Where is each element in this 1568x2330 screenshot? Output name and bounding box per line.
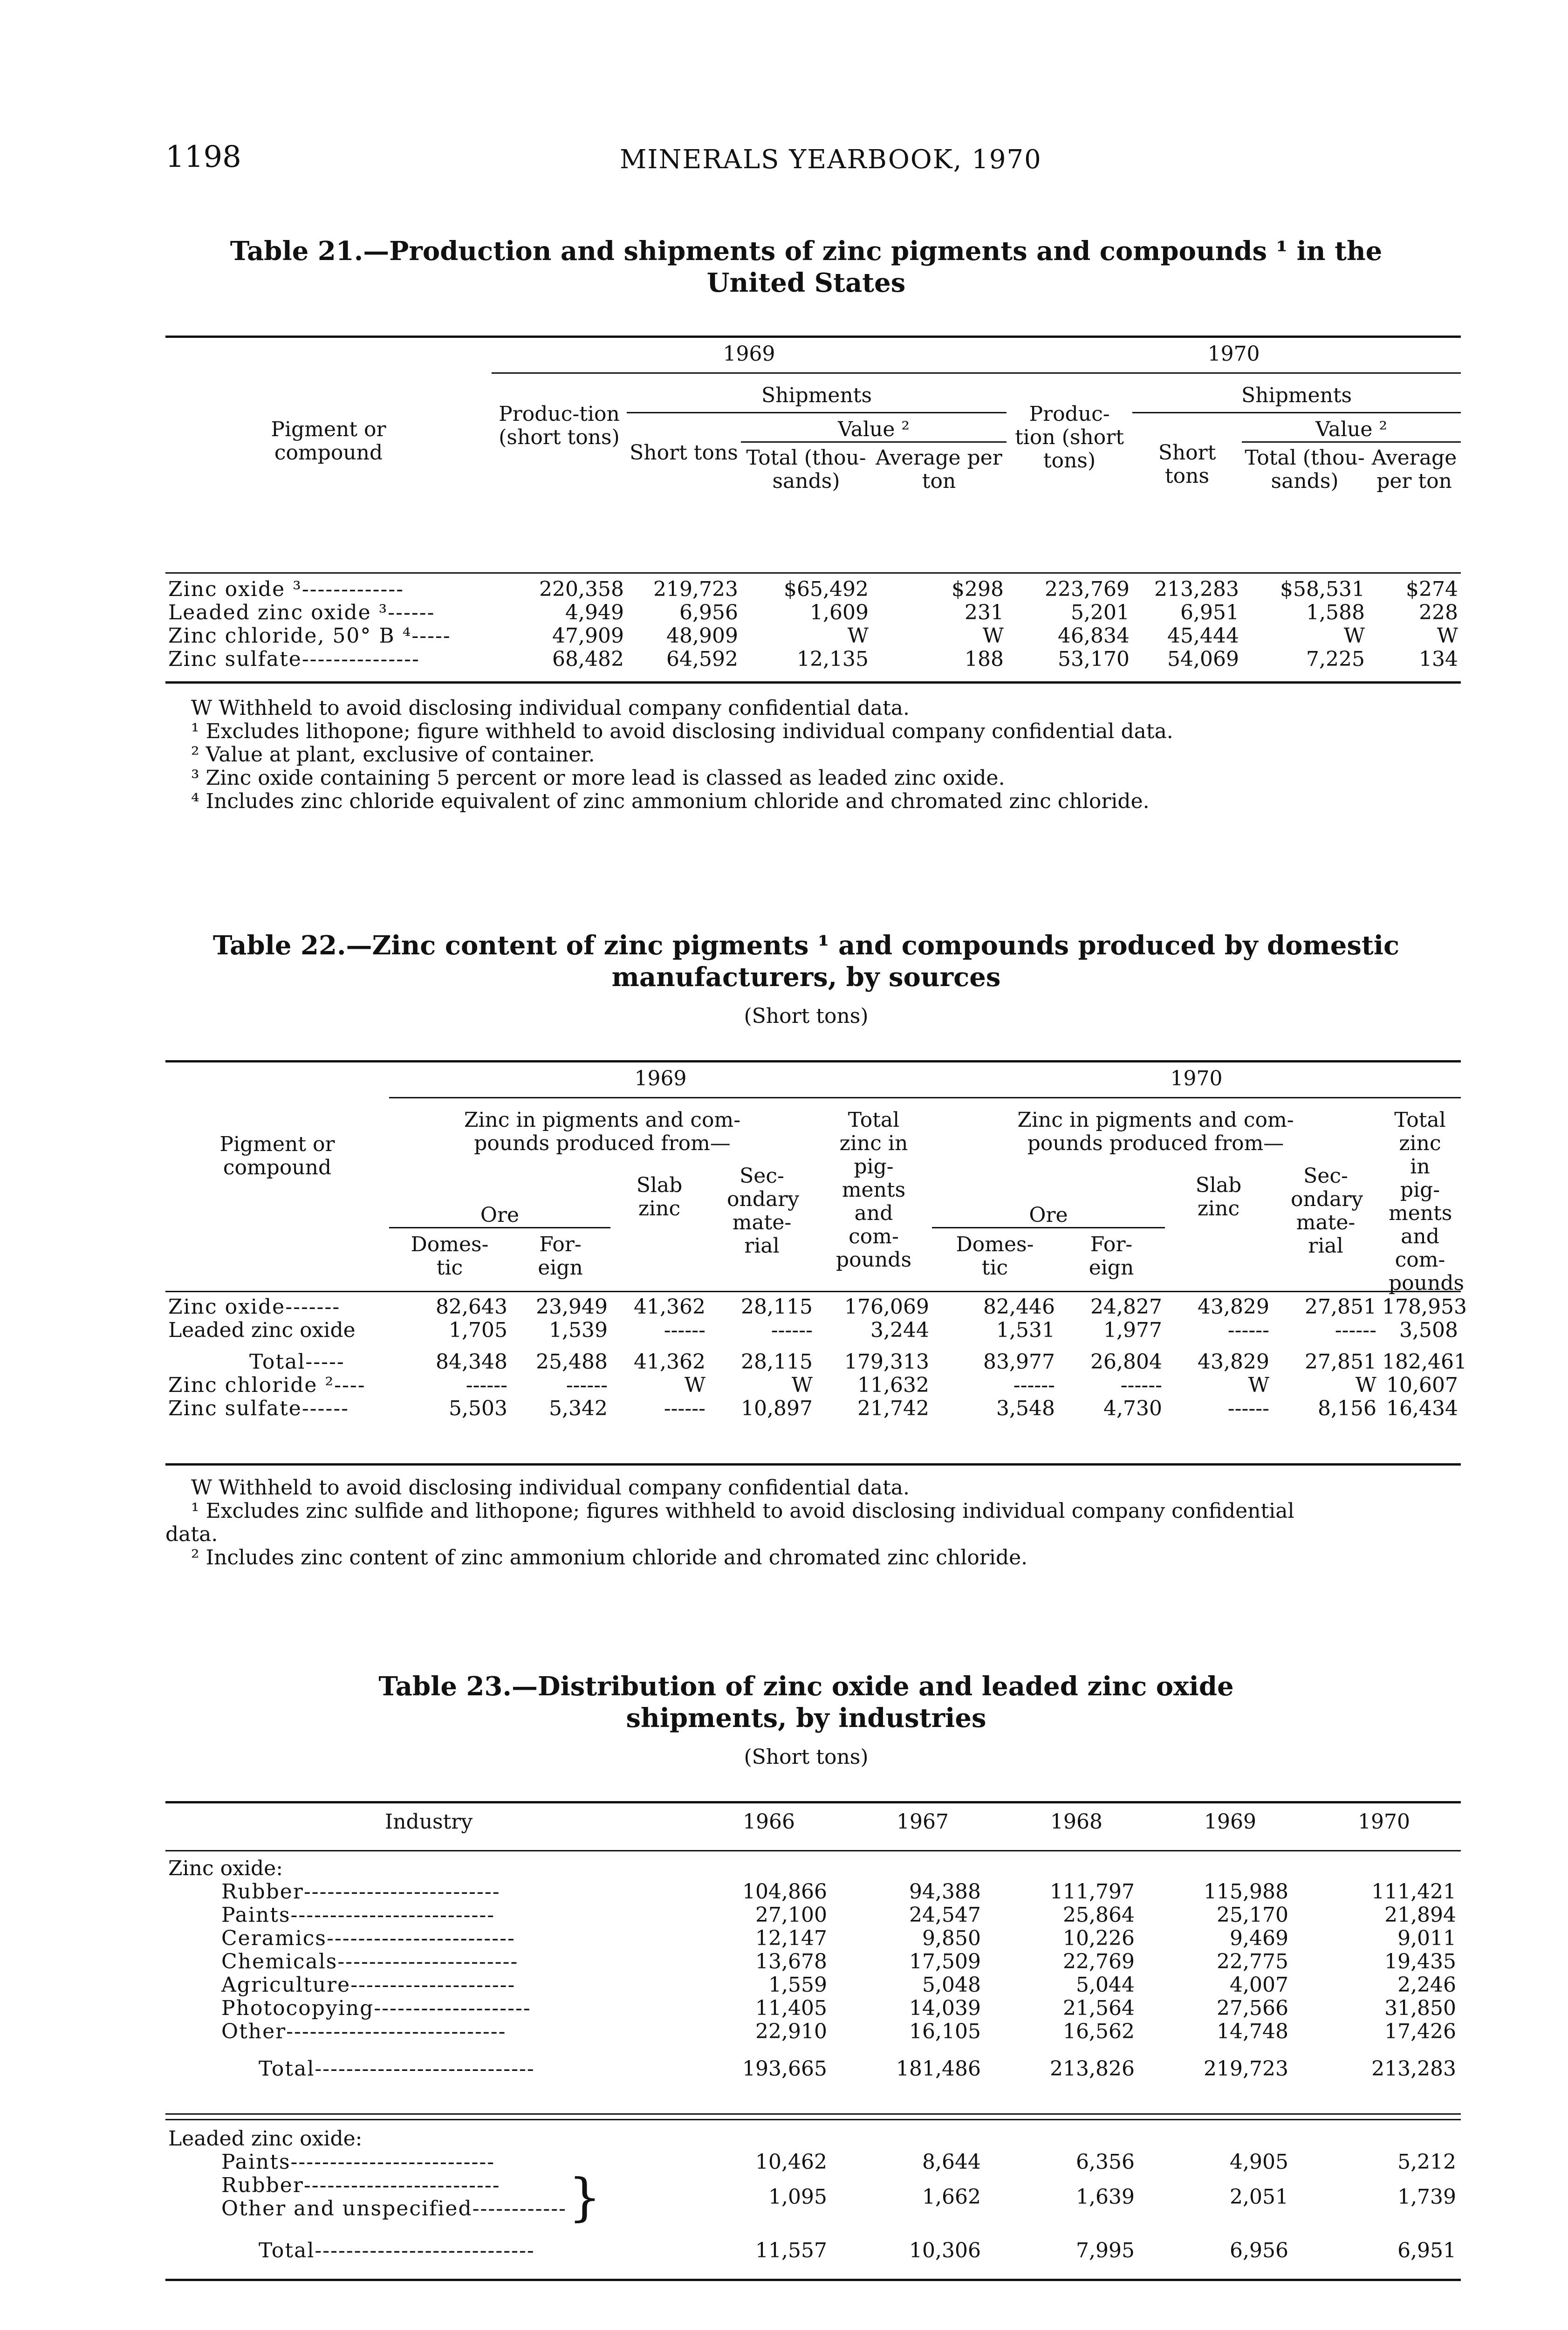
cell: 43,829 <box>1198 1350 1269 1374</box>
cell: W <box>982 624 1004 648</box>
footnote: ³ Zinc oxide containing 5 percent or more lead is classed as leaded zinc oxide. <box>191 766 1005 790</box>
cell: 1,609 <box>810 601 869 624</box>
cell: 4,730 <box>1103 1397 1162 1420</box>
cell: 10,462 <box>755 2150 827 2174</box>
footnote: data. <box>165 1522 218 1546</box>
table23-double-rule-b <box>165 2119 1461 2120</box>
row-label: Zinc sulfate--------------- <box>168 647 420 671</box>
row-label: Paints-------------------------- <box>221 1903 495 1927</box>
cell: $298 <box>952 577 1004 601</box>
cell: 21,742 <box>857 1397 929 1420</box>
cell: 1,095 <box>768 2185 827 2209</box>
cell: 82,446 <box>983 1295 1055 1319</box>
table21-col-total-1969: Total (thou-sands) <box>746 446 866 493</box>
cell: 111,797 <box>1050 1880 1135 1904</box>
table22-col-domestic-1970: Domes-tic <box>956 1233 1034 1280</box>
cell: 8,156 <box>1318 1397 1376 1420</box>
table-row <box>165 1950 1461 1974</box>
table22-col-foreign-1970: For-eign <box>1089 1233 1134 1280</box>
cell: 219,723 <box>653 577 738 601</box>
cell: 6,951 <box>1397 2239 1457 2262</box>
cell: 11,405 <box>755 1996 827 2020</box>
cell: 4,905 <box>1230 2150 1288 2174</box>
footnote: W Withheld to avoid disclosing individual company confidential data. <box>191 696 910 720</box>
table21-col-pigment: Pigment or compound <box>271 418 386 465</box>
cell: 16,434 <box>1386 1397 1458 1420</box>
table21-year-1969: 1969 <box>492 343 1007 373</box>
table21-col-production-1969: Produc-tion (short tons) <box>499 402 620 449</box>
cell: 48,909 <box>666 624 738 648</box>
row-label: Rubber------------------------- <box>221 1880 500 1904</box>
cell: ------ <box>466 1373 507 1397</box>
cell: 83,977 <box>983 1350 1055 1374</box>
cell: 228 <box>1419 601 1458 624</box>
cell: 41,362 <box>634 1350 705 1374</box>
cell: ------ <box>1013 1373 1055 1397</box>
table22-col-group-1969: Zinc in pigments and com-pounds produced from— <box>464 1108 741 1155</box>
row-label: Zinc oxide ³------------- <box>168 577 404 601</box>
cell: 219,723 <box>1204 2057 1288 2081</box>
cell: 104,866 <box>742 1880 827 1904</box>
cell: 115,988 <box>1204 1880 1288 1904</box>
section-label: Zinc oxide: <box>168 1857 283 1880</box>
footnote: ⁴ Includes zinc chloride equivalent of zinc ammonium chloride and chromated zinc chloride. <box>191 789 1150 813</box>
table23-title-line1: Table 23.—Distribution of zinc oxide and leaded zinc oxide <box>378 1671 1234 1702</box>
table22-title <box>177 930 1435 993</box>
table21-body <box>165 578 1461 671</box>
table-row <box>165 1295 1461 1319</box>
cell: 231 <box>965 601 1004 624</box>
table21-year-1970: 1970 <box>1007 343 1461 373</box>
section-label: Leaded zinc oxide: <box>168 2127 363 2151</box>
cell: 25,864 <box>1063 1903 1135 1927</box>
table21-bottom-rule <box>165 681 1461 684</box>
table21-title <box>177 235 1435 299</box>
cell: 26,804 <box>1090 1350 1162 1374</box>
cell: 43,829 <box>1198 1295 1269 1319</box>
row-label: Photocopying-------------------- <box>221 1996 531 2020</box>
table22-col-secondary-1969: Sec-ondary mate-rial <box>727 1164 800 1258</box>
table22-head-rule <box>165 1291 1461 1292</box>
footnote: W Withheld to avoid disclosing individual company confidential data. <box>191 1476 910 1500</box>
cell: 1,531 <box>996 1318 1055 1342</box>
table21-title-line1: Table 21.—Production and shipments of zinc pigments and compounds ¹ in the <box>230 236 1383 267</box>
cell: 82,643 <box>436 1295 507 1319</box>
table-row <box>165 1997 1461 2020</box>
row-label: Zinc oxide------- <box>168 1295 341 1319</box>
cell: 1,539 <box>549 1318 608 1342</box>
cell: $274 <box>1406 577 1458 601</box>
cell: 28,115 <box>741 1350 813 1374</box>
cell: 5,212 <box>1397 2150 1457 2174</box>
cell: 23,949 <box>536 1295 608 1319</box>
cell: 9,469 <box>1230 1926 1288 1950</box>
cell: 22,910 <box>755 2020 827 2043</box>
cell: 10,607 <box>1386 1373 1458 1397</box>
cell: 24,827 <box>1090 1295 1162 1319</box>
cell: 5,044 <box>1076 1973 1135 1997</box>
row-label: Leaded zinc oxide <box>168 1318 356 1342</box>
cell: 3,548 <box>996 1397 1055 1420</box>
cell: ------ <box>1227 1318 1269 1342</box>
table23-top-rule <box>165 1801 1461 1803</box>
cell: 27,851 <box>1305 1295 1376 1319</box>
cell: 13,678 <box>755 1950 827 1974</box>
cell: 9,011 <box>1397 1926 1457 1950</box>
cell: 213,826 <box>1050 2057 1135 2081</box>
leaded-rubber-label: Rubber <box>221 2173 304 2197</box>
cell: 68,482 <box>552 647 624 671</box>
cell: 1,559 <box>768 1973 827 1997</box>
table21-col-short-tons-1970: Short tons <box>1158 441 1216 488</box>
cell: ------ <box>1120 1373 1162 1397</box>
row-label: Zinc sulfate------ <box>168 1397 349 1420</box>
row-label: Total---------------------------- <box>259 2239 535 2262</box>
table-row <box>165 2020 1461 2043</box>
table-row <box>165 624 1461 648</box>
table23-col-year: 1968 <box>1050 1810 1102 1834</box>
cell: 1,588 <box>1306 601 1365 624</box>
table21-notes <box>191 697 1173 813</box>
row-label: Rubber------------------------- Other and unspecified------------ } <box>221 2167 602 2227</box>
table-row <box>165 1880 1461 1904</box>
row-label: Zinc chloride, 50° B ⁴----- <box>168 624 451 648</box>
cell: $58,531 <box>1280 577 1365 601</box>
cell: 28,115 <box>741 1295 813 1319</box>
table21-top-rule <box>165 336 1461 338</box>
cell: ------ <box>771 1318 813 1342</box>
cell: 14,748 <box>1217 2020 1288 2043</box>
cell: 11,557 <box>755 2239 827 2262</box>
cell: 213,283 <box>1371 2057 1457 2081</box>
cell: 27,566 <box>1217 1996 1288 2020</box>
table23-body <box>165 1857 1461 2081</box>
cell: 64,592 <box>666 647 738 671</box>
cell: 5,048 <box>922 1973 981 1997</box>
table22-year-1969: 1969 <box>389 1067 932 1098</box>
table21-col-total-1970: Total (thou-sands) <box>1245 446 1365 493</box>
cell: 10,306 <box>909 2239 981 2262</box>
table23-head-rule <box>165 1850 1461 1851</box>
cell: 134 <box>1419 647 1458 671</box>
cell: 181,486 <box>896 2057 981 2081</box>
cell: 45,444 <box>1167 624 1239 648</box>
cell: 6,956 <box>679 601 738 624</box>
footnote: ² Includes zinc content of zinc ammonium chloride and chromated zinc chloride. <box>191 1546 1028 1569</box>
cell: 46,834 <box>1058 624 1130 648</box>
table22-year-1970: 1970 <box>932 1067 1461 1098</box>
cell: 1,705 <box>449 1318 507 1342</box>
table-row <box>165 1374 1461 1397</box>
cell: ------ <box>664 1318 705 1342</box>
running-title: MINERALS YEARBOOK, 1970 <box>620 144 1042 175</box>
table-row <box>165 648 1461 671</box>
cell: ------ <box>664 1397 705 1420</box>
table-row <box>165 2151 1461 2174</box>
cell: 14,039 <box>909 1996 981 2020</box>
table23-unit: (Short tons) <box>744 1745 869 1769</box>
cell: 193,665 <box>742 2057 827 2081</box>
cell: 21,894 <box>1384 1903 1457 1927</box>
cell: 213,283 <box>1154 577 1239 601</box>
cell: W <box>847 624 869 648</box>
table-row <box>165 2057 1461 2081</box>
table22-col-total-1970: Total zinc in pig-ments and com-pounds <box>1389 1108 1465 1295</box>
cell: 94,388 <box>909 1880 981 1904</box>
table23 <box>165 1810 1461 1840</box>
cell: 1,639 <box>1076 2185 1135 2209</box>
table22-title-line1: Table 22.—Zinc content of zinc pigments ¹ and compounds produced by domestic <box>212 930 1400 961</box>
table21-head-rule <box>165 572 1461 574</box>
cell: 6,956 <box>1230 2239 1288 2262</box>
cell: 41,362 <box>634 1295 705 1319</box>
cell: 22,769 <box>1063 1950 1135 1974</box>
table22-col-ore-1969: Ore <box>389 1155 610 1228</box>
table-row <box>165 1319 1461 1342</box>
cell: ------ <box>1335 1318 1376 1342</box>
cell: 17,509 <box>909 1950 981 1974</box>
cell: 25,488 <box>536 1350 608 1374</box>
row-label: Agriculture--------------------- <box>221 1973 516 1997</box>
cell: 4,949 <box>565 601 624 624</box>
cell: 53,170 <box>1058 647 1130 671</box>
footnote: ¹ Excludes lithopone; figure withheld to avoid disclosing individual company confidential data. <box>191 720 1173 743</box>
table23-leaded <box>165 2127 1461 2262</box>
cell: 31,850 <box>1384 1996 1457 2020</box>
row-label: Chemicals----------------------- <box>221 1950 519 1974</box>
leaded-other-label: Other and unspecified <box>221 2197 472 2220</box>
table22 <box>165 1067 1465 1295</box>
cell: 84,348 <box>436 1350 507 1374</box>
cell: 188 <box>965 647 1004 671</box>
cell: 10,897 <box>741 1397 813 1420</box>
cell: ------ <box>566 1373 608 1397</box>
table22-col-secondary-1970: Sec-ondary mate-rial <box>1291 1164 1363 1258</box>
page-number: 1198 <box>165 140 241 174</box>
table-row <box>165 1904 1461 1927</box>
table21 <box>165 343 1461 499</box>
table23-col-year: 1969 <box>1204 1810 1256 1834</box>
cell: 7,995 <box>1076 2239 1135 2262</box>
table23-col-year: 1966 <box>743 1810 795 1834</box>
cell: 3,244 <box>870 1318 929 1342</box>
table21-col-average-1969: Average per ton <box>876 446 1002 493</box>
table21-col-value-1970: Value ² <box>1242 413 1461 442</box>
cell: ------ <box>1227 1397 1269 1420</box>
cell: 2,051 <box>1230 2185 1288 2209</box>
table22-bottom-rule <box>165 1463 1461 1466</box>
table23-col-industry: Industry <box>384 1810 473 1834</box>
table-row <box>165 578 1461 601</box>
cell: W <box>1355 1373 1376 1397</box>
cell: W <box>1343 624 1365 648</box>
table23-col-year: 1970 <box>1358 1810 1410 1834</box>
table-row <box>165 1927 1461 1950</box>
cell: W <box>1248 1373 1269 1397</box>
cell: 179,313 <box>844 1350 929 1374</box>
table-row <box>165 2239 1461 2262</box>
footnote: ² Value at plant, exclusive of container. <box>191 743 595 767</box>
table23-double-rule-a <box>165 2113 1461 2115</box>
cell: 7,225 <box>1306 647 1365 671</box>
table23-col-year: 1967 <box>897 1810 949 1834</box>
cell: 16,105 <box>909 2020 981 2043</box>
cell: 6,951 <box>1180 601 1239 624</box>
table22-col-group-1970: Zinc in pigments and com-pounds produced from— <box>1017 1108 1294 1155</box>
row-label: Ceramics------------------------ <box>221 1926 515 1950</box>
row-label: Other---------------------------- <box>221 2020 507 2043</box>
cell: 47,909 <box>552 624 624 648</box>
table22-col-slab-1970: Slab zinc <box>1195 1173 1242 1220</box>
table22-col-pigment: Pigment or compound <box>219 1132 335 1179</box>
table22-notes <box>165 1476 1294 1569</box>
cell: 54,069 <box>1167 647 1239 671</box>
table22-unit: (Short tons) <box>744 1004 869 1028</box>
table22-col-ore-1970: Ore <box>932 1155 1165 1228</box>
cell: 4,007 <box>1230 1973 1288 1997</box>
table23-title-line2: shipments, by industries <box>626 1703 986 1734</box>
table21-col-shipments-1970: Shipments <box>1132 384 1461 413</box>
cell: 1,662 <box>922 2185 981 2209</box>
cell: 176,069 <box>844 1295 929 1319</box>
row-label: Total---------------------------- <box>259 2057 535 2081</box>
cell: 8,644 <box>922 2150 981 2174</box>
cell: 12,135 <box>797 647 869 671</box>
cell: 178,953 <box>1382 1295 1467 1319</box>
table21-col-value-1969: Value ² <box>741 413 1007 442</box>
table-row <box>165 601 1461 624</box>
table-row <box>165 1397 1461 1420</box>
cell: 17,426 <box>1384 2020 1457 2043</box>
cell: 24,547 <box>909 1903 981 1927</box>
table-row <box>165 1350 1461 1374</box>
row-label: Zinc chloride ²---- <box>168 1373 366 1397</box>
table-row <box>165 1974 1461 1997</box>
cell: 5,201 <box>1071 601 1130 624</box>
cell: 5,342 <box>549 1397 608 1420</box>
cell: 10,226 <box>1063 1926 1135 1950</box>
cell: 1,739 <box>1397 2185 1457 2209</box>
table21-col-shipments-1969: Shipments <box>627 384 1007 413</box>
cell: 11,632 <box>857 1373 929 1397</box>
table-row <box>165 2174 1461 2220</box>
cell: 111,421 <box>1371 1880 1457 1904</box>
cell: 6,356 <box>1076 2150 1135 2174</box>
row-label: Total----- <box>249 1350 345 1374</box>
cell: 27,100 <box>755 1903 827 1927</box>
table21-col-average-1970: Average per ton <box>1371 446 1457 493</box>
table22-col-domestic-1969: Domes-tic <box>411 1233 489 1280</box>
cell: W <box>791 1373 813 1397</box>
cell: 223,769 <box>1045 577 1130 601</box>
cell: 22,775 <box>1217 1950 1288 1974</box>
table22-body <box>165 1295 1467 1420</box>
footnote: ¹ Excludes zinc sulfide and lithopone; figures withheld to avoid disclosing individual company confidential <box>191 1499 1294 1523</box>
table23-bottom-rule <box>165 2279 1461 2281</box>
brace-icon: } <box>568 2167 602 2227</box>
cell: 9,850 <box>922 1926 981 1950</box>
row-label: Paints-------------------------- <box>221 2150 495 2174</box>
cell: 19,435 <box>1384 1950 1457 1974</box>
table22-col-total-1969: Total zinc in pig-ments and com-pounds <box>835 1108 912 1272</box>
table21-col-short-tons-1969: Short tons <box>630 441 738 465</box>
cell: W <box>1437 624 1458 648</box>
cell: 25,170 <box>1217 1903 1288 1927</box>
cell: 5,503 <box>449 1397 507 1420</box>
cell: 3,508 <box>1399 1318 1458 1342</box>
table23-title <box>177 1671 1435 1734</box>
table21-col-production-1970: Produc-tion (short tons) <box>1015 402 1124 473</box>
table22-col-slab-1969: Slab zinc <box>636 1173 683 1220</box>
cell: 21,564 <box>1063 1996 1135 2020</box>
cell: 182,461 <box>1382 1350 1467 1374</box>
cell: 16,562 <box>1063 2020 1135 2043</box>
cell: 220,358 <box>539 577 624 601</box>
table22-title-line2: manufacturers, by sources <box>611 962 1001 993</box>
table21-title-line2: United States <box>706 267 906 298</box>
cell: 2,246 <box>1397 1973 1457 1997</box>
table22-top-rule <box>165 1060 1461 1062</box>
cell: W <box>684 1373 705 1397</box>
row-label: Leaded zinc oxide ³------ <box>168 601 435 624</box>
cell: 12,147 <box>755 1926 827 1950</box>
cell: 1,977 <box>1103 1318 1162 1342</box>
cell: 27,851 <box>1305 1350 1376 1374</box>
cell: $65,492 <box>784 577 869 601</box>
table22-col-foreign-1969: For-eign <box>538 1233 583 1280</box>
